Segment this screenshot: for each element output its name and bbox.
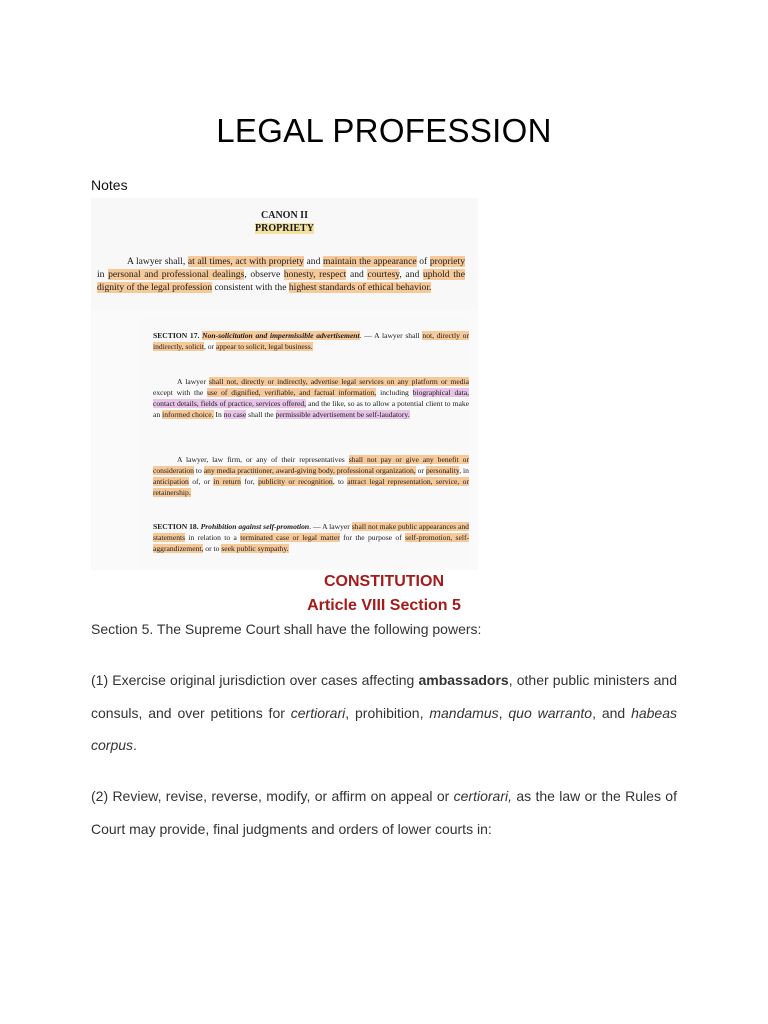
section-17-benefits-paragraph: A lawyer, law firm, or any of their representatives shall not pay or give any benefit or consideration to any media practitioner, award-giving body, professional organization, or personality, in anticipation of, or in return for, publicity or recognition, to attract legal representation, service, or retainership. xyxy=(153,455,470,497)
section-intro: Section 5. The Supreme Court shall have the following powers: xyxy=(91,621,482,637)
article-heading: Article VIII Section 5 xyxy=(307,597,461,614)
constitution-heading: CONSTITUTION xyxy=(324,573,444,590)
section-17-paragraph: SECTION 17. Non-solicitation and impermissible advertisement. — A lawyer shall not, directly or indirectly, solicit, or appear to solicit, legal business. xyxy=(153,331,469,351)
section-17-advertising-paragraph: A lawyer shall not, directly or indirectly, advertise legal services on any platform or media except with the use of dignified, verifiable, and factual information, including biographical data, contact details, fields of practice, services offered, and the like, so as to allow a potential client to make an informed choice. In no case shall the permissible advertisement be self-laudatory. xyxy=(153,377,470,419)
canon-paragraph: A lawyer shall, at all times, act with propriety and maintain the appearance of propriety in personal and professional dealings, observe honesty, respect and courtesy, and uphold the dignity of the legal profession consistent with the highest standards of ethical behavior. xyxy=(97,256,465,293)
section-18-paragraph: SECTION 18. Prohibition against self-promotion. — A lawyer shall not make public appearances and statements in relation to a terminated case or legal matter for the purpose of self-promotion, self-aggrandizement, or to seek public sympathy. xyxy=(153,522,469,553)
scanned-excerpt-image xyxy=(91,198,478,570)
canon-subtitle: PROPRIETY xyxy=(255,223,314,234)
notes-label: Notes xyxy=(91,177,128,193)
power-paragraph-2: (2) Review, revise, reverse, modify, or affirm on appeal or certiorari, as the law or the Rules of Court may provide, final judgments and orders of lower courts in: xyxy=(91,788,677,837)
document-title: LEGAL PROFESSION xyxy=(216,112,552,149)
power-paragraph-1: (1) Exercise original jurisdiction over cases affecting ambassadors, other public ministers and consuls, and over petitions for certiorari, prohibition, mandamus, quo warranto, and habeas corpus. xyxy=(91,672,678,753)
canon-title: CANON II xyxy=(261,210,308,221)
